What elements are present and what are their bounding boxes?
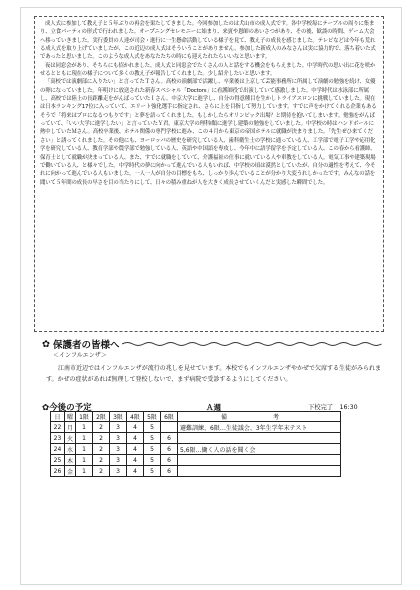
- period-cell: 5: [144, 466, 161, 477]
- schedule-row: [51, 433, 341, 444]
- article-paragraph: 「高校では演劇部に入りたい」と言ってたＴさん。高校の演劇部で活躍し、卒業後は上京して芸能事務所に所属して演劇の勉強を続け、女優の卵になっていました。年明けに放送された新春スペシャル「Doctors」に看護師役で出演していて感激しました。中学時代は水泳部に所属し、高校では陸上の長距離走をがんばっていたＩさん。中京大学に進学し、自分の得意種目を生かしトライアスロンに挑戦していました。現在は日本ランキング17位に入っていて、エリート強化選手に指定され、さらに上を目指して努力しています。すでに声をかけてくれる企業もあるそうで「将来はプロになるつもりです」と夢を語ってくれました。もしかしたらオリンピック出場？と期待を抱いてしまいます。勉強をがんばっていて、「いい大学に進学したい」と言っていたＹ君。東京大学の理科Ⅰ類に進学し建築の勉強をしていました。中学校の時はハンドボールに熱中していたＭさん。高校卒業後、ホテル関係の専門学校に進み、この４月から東京の帝国ホテルに就職が決まりました。「先生ぜひ来てください」と誘ってくれました。その他にも、ヨーロッパの歴史を研究している人、歯科衛生士の学校に通っている人、工学部で電子工学や応用化学を研究している人、教育学部や農学部で勉強している人、英語や中国語を専攻し、今年中に語学留学を予定している人、この春から看護師、保育士として就職が決まっている人、また、すでに就職をしていて、介護福祉の仕事に就いている人や車教をしている人。電気工事や建築現場で働いている人、と様々でした。中学時代の夢に向かって進んでいる人もいれば、中学校の頃は漠然としていたが、自分の適性を考えて、今それに向かって進んでいる人もいました。一人一人が自分の目標をもち、しっかり歩んでいることが分かり大変うれしかったです。みんなの話を聞いて５年間の成長の早さを目の当たりにして、日々の積み重ねが人を大きく成長させていくんだと実感した瞬間でした。: [40, 79, 377, 186]
- header-period-2: 2限: [93, 412, 110, 422]
- schedule-row: [51, 444, 341, 455]
- schedule-row: [51, 466, 341, 477]
- row-day: 24: [51, 444, 65, 455]
- period-cell: 2: [93, 433, 110, 444]
- article-paragraph: 夜は同窓会があり、そちらにも招かれました。成人式と同窓会でたくさんの人と話をする機会をもらえました。中学時代の思い出に花を咲かせるとともに現在の様子について多くの教え子が報告してくれました。少し紹介したいと思います。: [40, 62, 376, 78]
- period-cell: 3: [110, 455, 127, 466]
- schedule-header-row: [51, 412, 341, 422]
- row-weekday: 金: [65, 466, 76, 477]
- period-cell: [161, 422, 178, 433]
- parents-heading: [42, 337, 382, 351]
- header-period-1: 1限: [76, 412, 93, 422]
- row-day: 23: [51, 433, 65, 444]
- header-period-3: 3限: [110, 412, 127, 422]
- parents-title: 保護者の皆様へ: [52, 340, 120, 351]
- flower-icon: ✿: [42, 403, 50, 413]
- article-box: [34, 16, 384, 332]
- period-cell: 5: [144, 455, 161, 466]
- row-weekday: 水: [65, 444, 76, 455]
- period-cell: 6: [161, 455, 178, 466]
- header-period-6: 6限: [161, 412, 178, 422]
- header-weekday: 曜: [65, 412, 76, 422]
- header-period-5: 5限: [144, 412, 161, 422]
- header-notes: 備 考: [178, 412, 341, 422]
- article-paragraph: 成人式に参加して教え子と５年ぶりの再会を果たしてきました。今回参加したのは犬山市の成人式です。各中学校毎にテーブルの周りに集まり、立食パーティの形式で行われました。オープニングセレモニーに始まり、来賓や恩師のあいさつがあり、その後、歓談の時間、ゲーム大会へ移っていきました。実行委員の人達が司会・進行に一生懸命活動している様子を見て、教え子の成長を感じました。テレビなどは今年も荒れる成人式を取り上げていましたが、この近辺の成人式はそういうことがありません。参加した新成人のみなさんは実に協力的で、落ち着いた式であったと思いました。このような成人式をあなたたちの時にも迎えたれたらいいなと思います。: [40, 21, 376, 61]
- row-day: 25: [51, 455, 65, 466]
- row-weekday: 火: [65, 433, 76, 444]
- influenza-notice: [46, 363, 384, 385]
- period-cell: 6: [161, 444, 178, 455]
- row-note: [178, 455, 341, 466]
- period-cell: 5: [144, 444, 161, 455]
- period-cell: 4: [127, 422, 144, 433]
- row-note: [178, 466, 341, 477]
- period-cell: 4: [127, 433, 144, 444]
- period-cell: 4: [127, 444, 144, 455]
- row-weekday: 木: [65, 455, 76, 466]
- row-note: 避難訓練、6限…生徒議会、3年生学年末テスト: [178, 422, 341, 433]
- row-day: 22: [51, 422, 65, 433]
- period-cell: 3: [110, 422, 127, 433]
- header-day: 日: [51, 412, 65, 422]
- period-cell: 2: [93, 422, 110, 433]
- period-cell: 2: [93, 466, 110, 477]
- schedule-table: [50, 411, 341, 477]
- row-note: [178, 433, 341, 444]
- wave-divider: [122, 341, 382, 347]
- flower-icon: ✿: [42, 338, 50, 350]
- period-cell: 2: [93, 444, 110, 455]
- row-day: 26: [51, 466, 65, 477]
- period-cell: 4: [127, 455, 144, 466]
- period-cell: 2: [93, 455, 110, 466]
- period-cell: 1: [76, 422, 93, 433]
- period-cell: 6: [161, 466, 178, 477]
- row-weekday: 月: [65, 422, 76, 433]
- period-cell: 5: [144, 433, 161, 444]
- schedule-title: 今後の予定: [49, 403, 92, 413]
- week-label: Ａ週: [206, 403, 221, 412]
- period-cell: 1: [76, 433, 93, 444]
- period-cell: 1: [76, 455, 93, 466]
- schedule-row: [51, 422, 341, 433]
- header-period-4: 4限: [127, 412, 144, 422]
- period-cell: 4: [127, 466, 144, 477]
- influenza-subtitle: ＜インフルエンザ＞: [53, 352, 107, 359]
- period-cell: 3: [110, 466, 127, 477]
- period-cell: 6: [161, 433, 178, 444]
- period-cell: 3: [110, 444, 127, 455]
- period-cell: 3: [110, 433, 127, 444]
- row-note: 5,6限…働く人の話を聞く会: [178, 444, 341, 455]
- dismissal-time: 下校完了 16:30: [308, 404, 358, 411]
- influenza-paragraph: 江南市近辺ではインフルエンザが流行の兆しを見せています。本校でもインフルエンザやかぜで欠席する生徒がみられます。かぜの症状があれば無理して登校しないで、まず病院で受診するようにしてください。: [46, 365, 382, 383]
- schedule-row: [51, 455, 341, 466]
- period-cell: 5: [144, 422, 161, 433]
- period-cell: 1: [76, 466, 93, 477]
- period-cell: 1: [76, 444, 93, 455]
